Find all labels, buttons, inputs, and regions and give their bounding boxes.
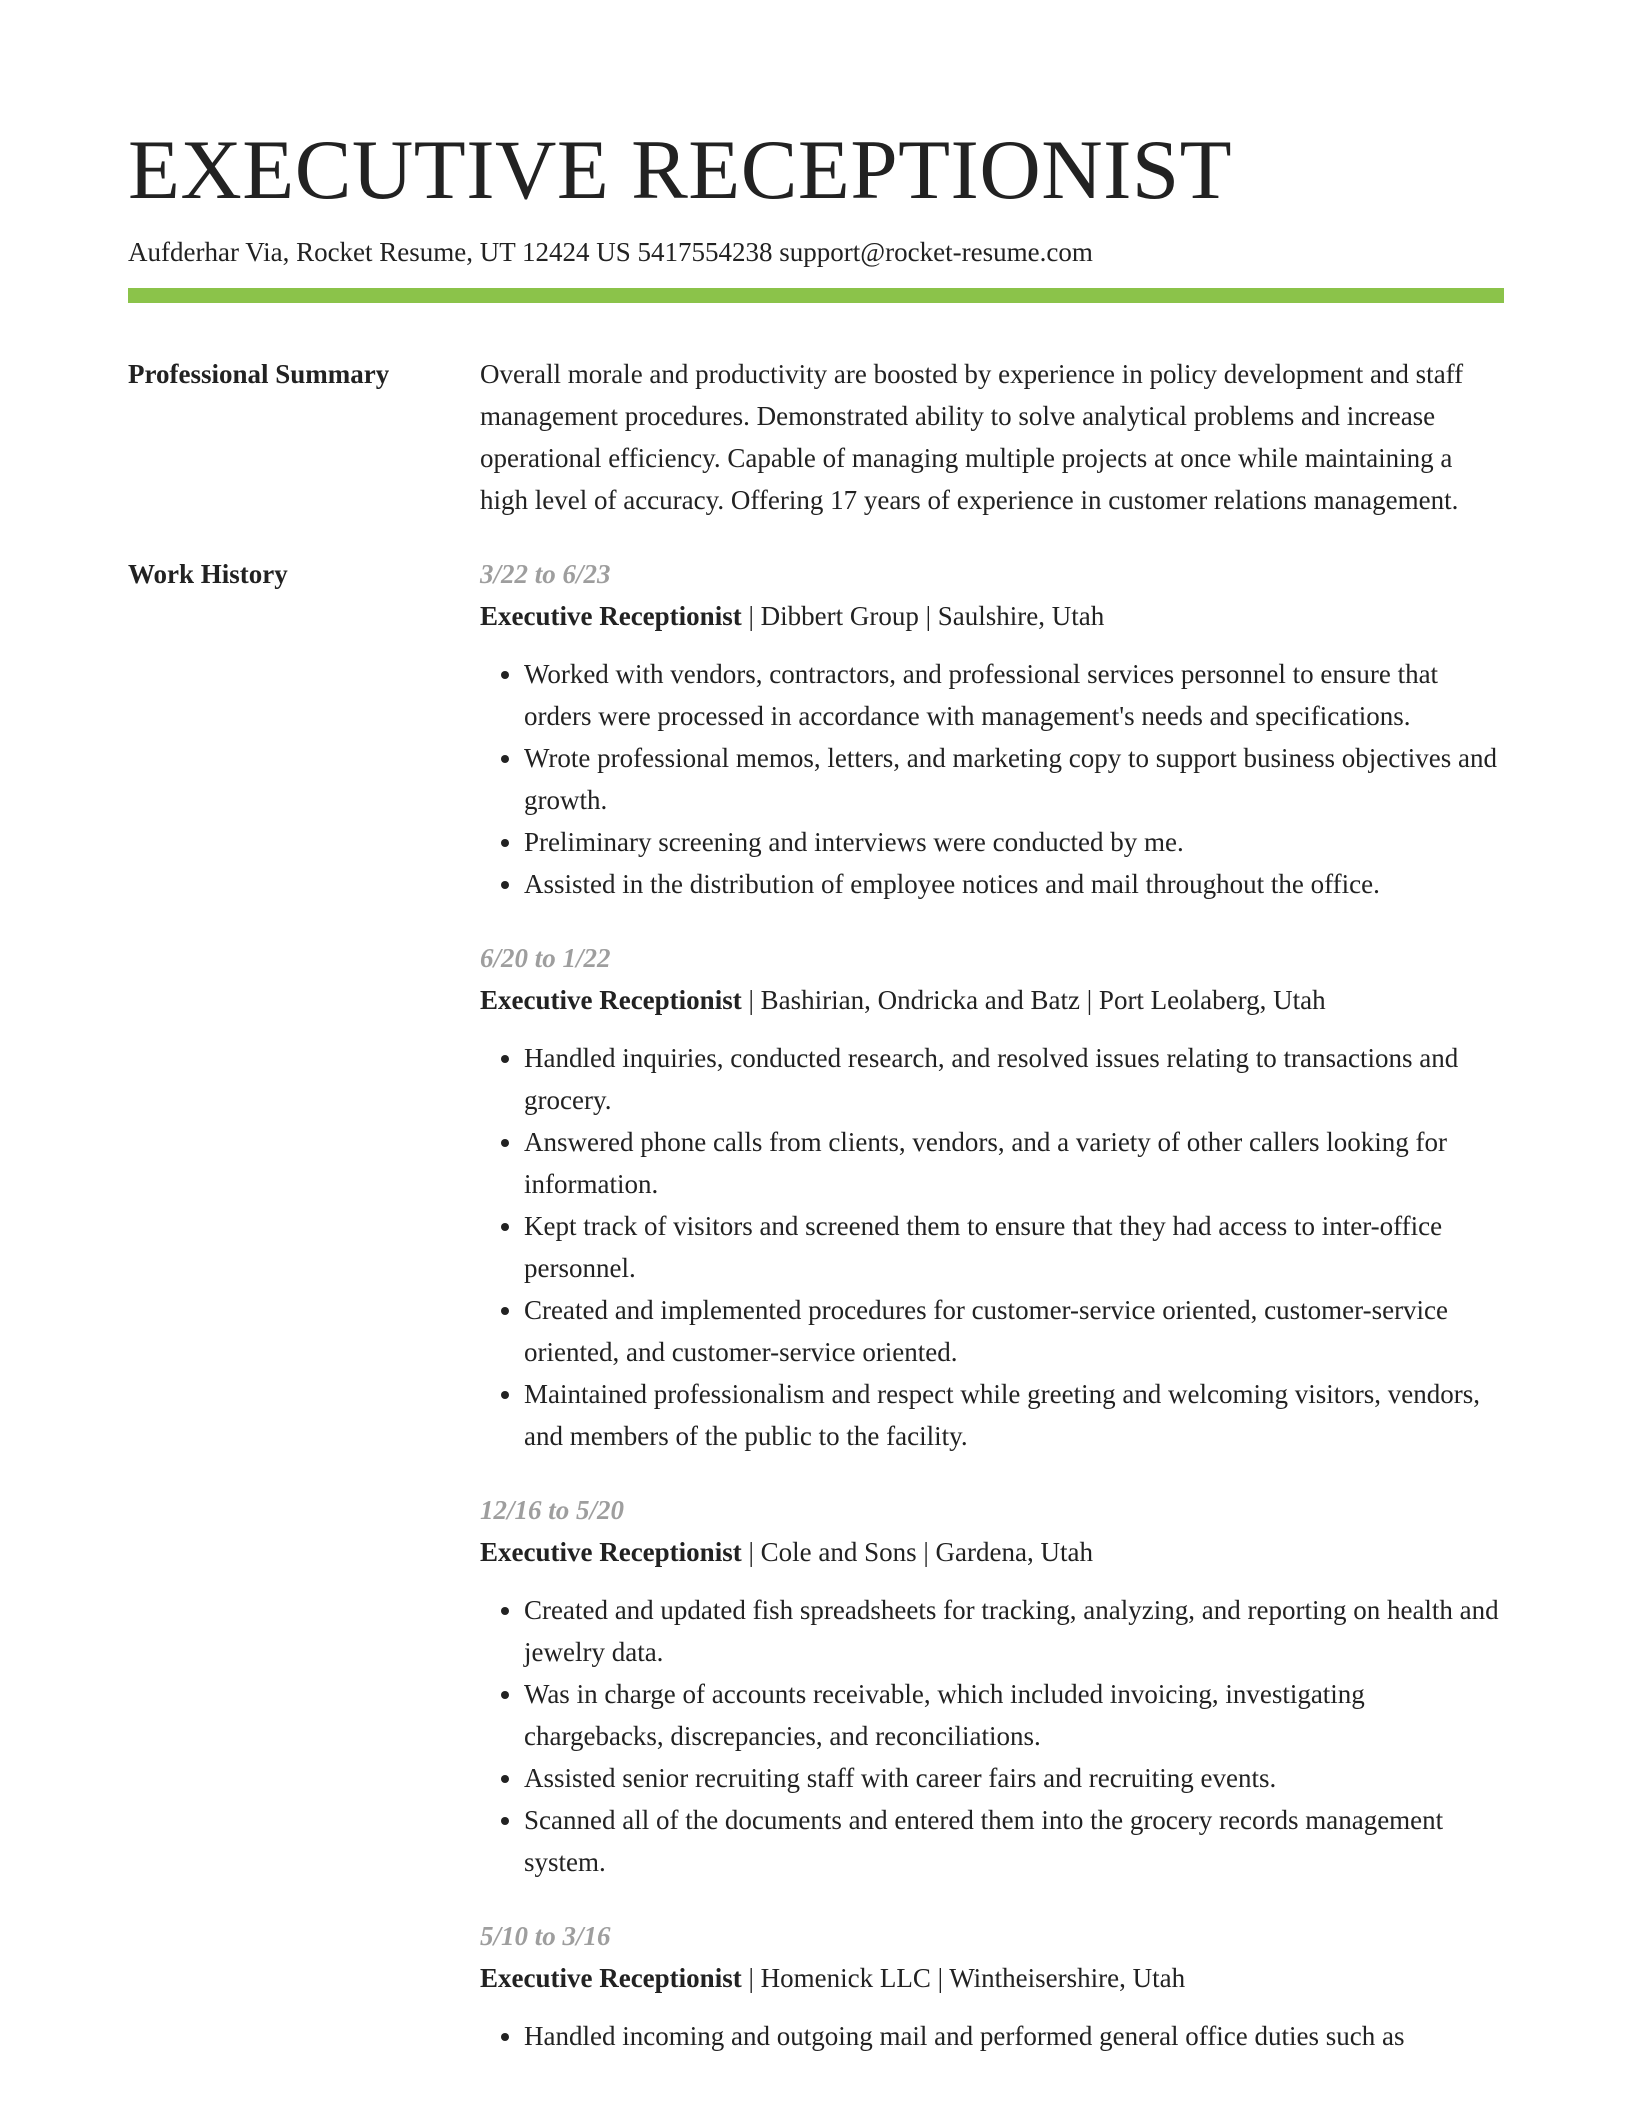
job-title: Executive Receptionist	[480, 601, 742, 631]
contact-line	[128, 234, 1504, 270]
job-location: Saulshire, Utah	[937, 601, 1105, 631]
job-role-line	[480, 1531, 1504, 1573]
job-bullet: • Wrote professional memos, letters, and marketing copy to support business objectives and growth.	[524, 737, 1504, 821]
job-entry	[480, 1489, 1504, 1883]
job-dates: 6/20 to 1/22	[480, 943, 611, 973]
job-entry	[480, 1915, 1504, 2057]
job-bullet: • Kept track of visitors and screened them to ensure that they had access to inter-office personnel.	[524, 1205, 1504, 1289]
job-company: Bashirian, Ondricka and Batz	[760, 985, 1081, 1015]
job-location: Wintheisershire, Utah	[949, 1963, 1186, 1993]
resume-name: EXECUTIVE RECEPTIONIST	[128, 123, 1233, 217]
professional-summary-section	[128, 353, 1504, 521]
job-dates: 12/16 to 5/20	[480, 1495, 625, 1525]
job-company: Dibbert Group	[760, 601, 919, 631]
job-bullet: • Created and implemented procedures for customer-service oriented, customer-service oriented, and customer-service oriented.	[524, 1289, 1504, 1373]
job-title: Executive Receptionist	[480, 1963, 742, 1993]
accent-divider	[128, 288, 1504, 303]
job-company: Cole and Sons	[760, 1537, 917, 1567]
section-label-summary: Professional Summary	[128, 359, 390, 389]
job-bullets	[480, 1037, 1504, 1457]
work-history-section	[128, 553, 1504, 2057]
job-dates: 5/10 to 3/16	[480, 1921, 611, 1951]
job-bullet: • Created and updated fish spreadsheets for tracking, analyzing, and reporting on health and jewelry data.	[524, 1589, 1504, 1673]
contact-phone: 5417554238	[637, 237, 773, 267]
job-bullets	[480, 1589, 1504, 1883]
job-bullet: • Maintained professionalism and respect while greeting and welcoming visitors, vendors, and members of the public to the facility.	[524, 1373, 1504, 1457]
job-bullet: • Answered phone calls from clients, vendors, and a variety of other callers looking for information.	[524, 1121, 1504, 1205]
contact-email: support@rocket-resume.com	[779, 237, 1093, 267]
summary-text: Overall morale and productivity are boosted by experience in policy development and staff management procedures. Demonstrated ability to solve analytical problems and increase operational efficiency. Capable of managing multiple projects at once while maintaining a high level of accuracy. Offering 17 years of experience in customer relations management.	[480, 359, 1464, 515]
job-bullet: • Was in charge of accounts receivable, which included invoicing, investigating chargebacks, discrepancies, and reconciliations.	[524, 1673, 1504, 1757]
job-entry	[480, 937, 1504, 1457]
section-label-work-history: Work History	[128, 559, 288, 589]
job-bullet: • Scanned all of the documents and entered them into the grocery records management system.	[524, 1799, 1504, 1883]
job-company: Homenick LLC	[760, 1963, 931, 1993]
contact-address: Aufderhar Via, Rocket Resume, UT 12424 US	[128, 237, 631, 267]
job-location: Port Leolaberg, Utah	[1098, 985, 1326, 1015]
job-role-line	[480, 595, 1504, 637]
job-location: Gardena, Utah	[935, 1537, 1093, 1567]
job-bullet: • Worked with vendors, contractors, and professional services personnel to ensure that orders were processed in accordance with management's needs and specifications.	[524, 653, 1504, 737]
job-bullet: • Handled incoming and outgoing mail and performed general office duties such as	[524, 2015, 1504, 2057]
resume-page	[128, 0, 1504, 2057]
job-role-line	[480, 1957, 1504, 1999]
job-bullets	[480, 2015, 1504, 2057]
job-entry	[480, 553, 1504, 905]
job-role-line	[480, 979, 1504, 1021]
job-title: Executive Receptionist	[480, 985, 742, 1015]
job-bullet: • Preliminary screening and interviews were conducted by me.	[524, 821, 1504, 863]
job-dates: 3/22 to 6/23	[480, 559, 611, 589]
work-history-list	[480, 553, 1504, 2057]
job-bullets	[480, 653, 1504, 905]
job-bullet: • Handled inquiries, conducted research, and resolved issues relating to transactions and grocery.	[524, 1037, 1504, 1121]
job-title: Executive Receptionist	[480, 1537, 742, 1567]
job-bullet: • Assisted senior recruiting staff with career fairs and recruiting events.	[524, 1757, 1504, 1799]
job-bullet: • Assisted in the distribution of employee notices and mail throughout the office.	[524, 863, 1504, 905]
